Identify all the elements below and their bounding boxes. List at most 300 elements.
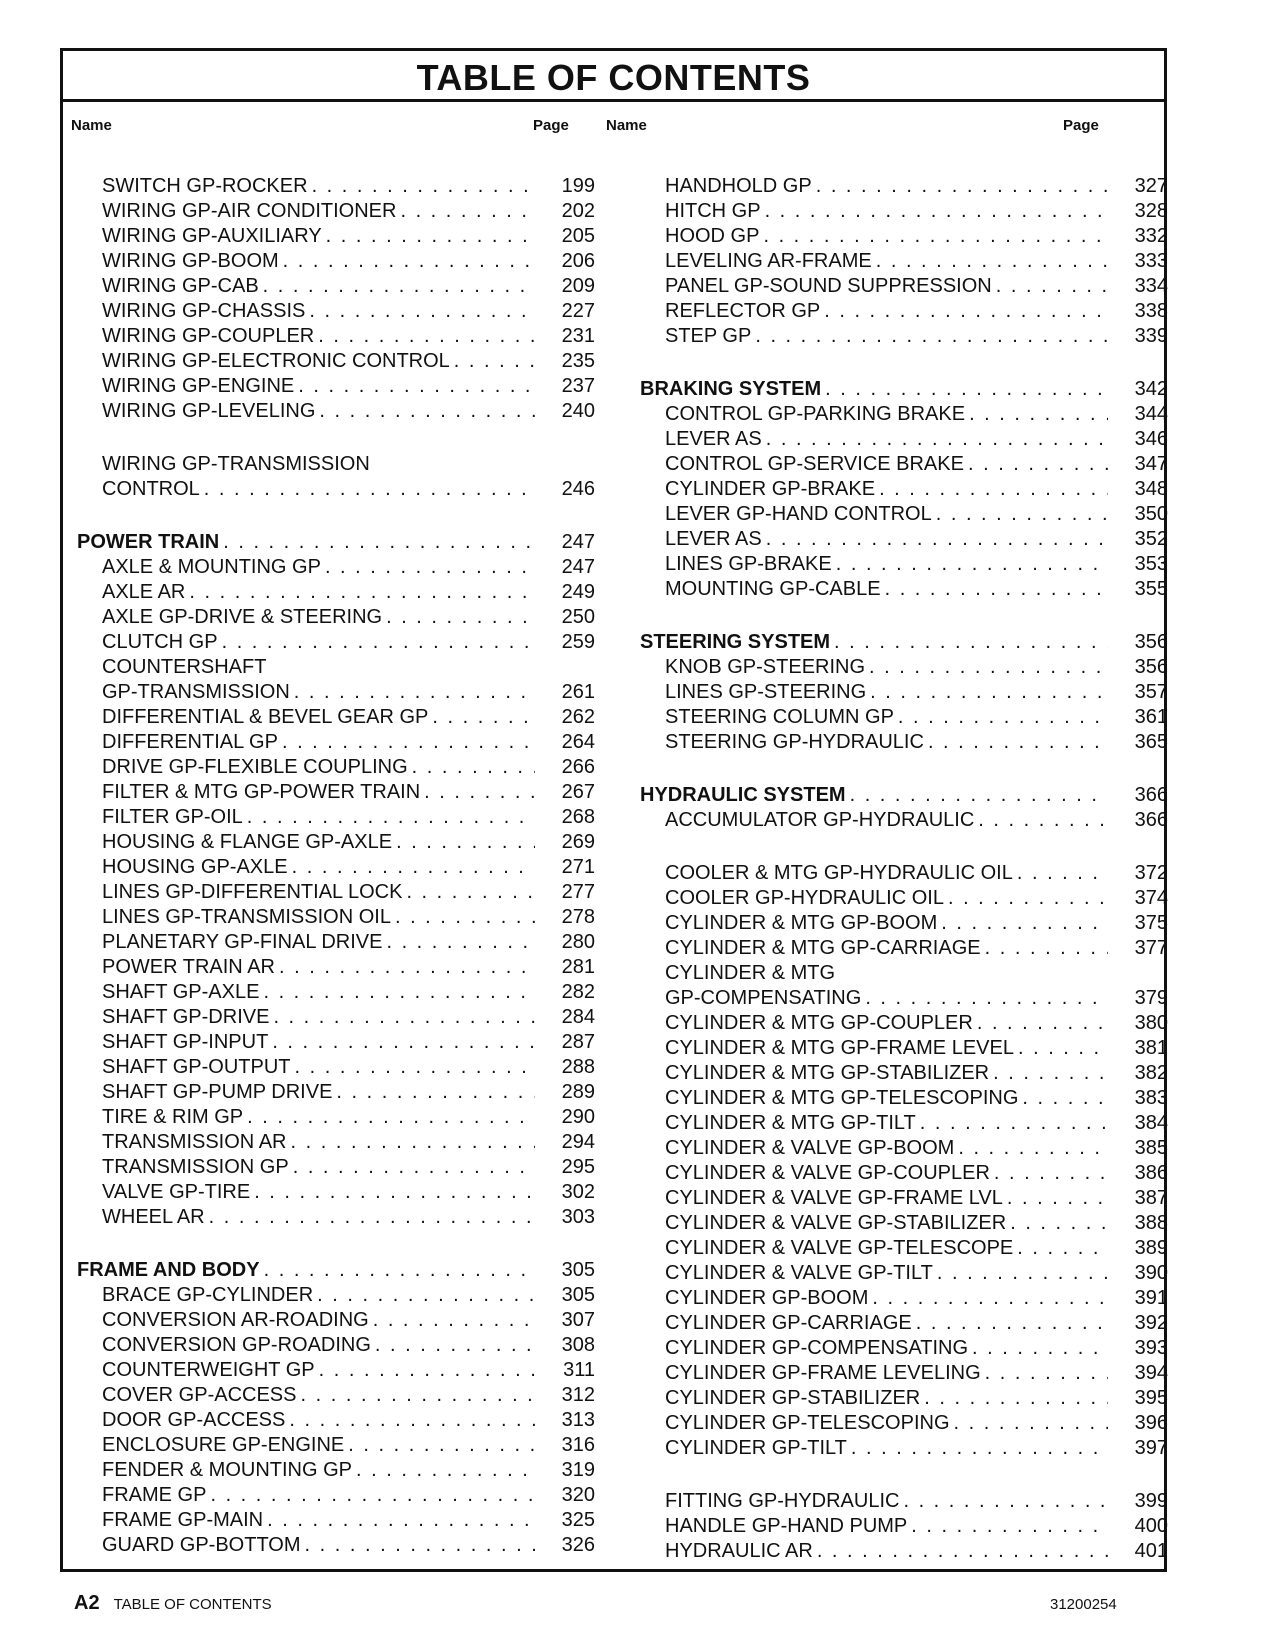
toc-section-heading[interactable]	[640, 783, 1168, 808]
dot-leader	[950, 1411, 1108, 1436]
toc-entry[interactable]	[640, 886, 1168, 911]
dot-leader	[243, 805, 535, 830]
dot-leader	[428, 705, 535, 730]
toc-entry-page: 277	[561, 881, 595, 903]
dot-leader	[321, 555, 535, 580]
toc-left-column	[77, 174, 595, 1558]
toc-entry-page: 237	[561, 375, 595, 397]
toc-entry-page: 355	[1134, 578, 1168, 600]
dot-leader	[812, 174, 1108, 199]
toc-entry[interactable]	[640, 274, 1168, 299]
toc-section-heading[interactable]	[77, 1258, 595, 1283]
toc-entry-page: 357	[1134, 681, 1168, 703]
toc-entry-name: VALVE GP-TIRE	[102, 1181, 251, 1203]
toc-entry-name: CYLINDER GP-BRAKE	[665, 478, 876, 500]
toc-entry-page: 332	[1134, 225, 1168, 247]
toc-entry[interactable]	[640, 1411, 1168, 1436]
toc-entry-name: PANEL GP-SOUND SUPPRESSION	[665, 275, 992, 297]
toc-entry[interactable]	[77, 1408, 595, 1433]
toc-entry-page: 346	[1134, 428, 1168, 450]
toc-entry-page: 325	[561, 1509, 595, 1531]
toc-entry-page: 379	[1134, 987, 1168, 1009]
dot-leader	[332, 1080, 535, 1105]
toc-entry[interactable]	[77, 1105, 595, 1130]
dot-leader	[990, 1161, 1108, 1186]
toc-entry-name: FENDER & MOUNTING GP	[102, 1459, 353, 1481]
toc-entry[interactable]	[77, 1055, 595, 1080]
dot-leader	[286, 1130, 535, 1155]
right-name-header: Name	[606, 117, 647, 134]
toc-entry-page: 399	[1134, 1490, 1168, 1512]
toc-entry[interactable]	[640, 1436, 1168, 1461]
toc-section-heading[interactable]	[77, 530, 595, 555]
dot-leader	[1006, 1211, 1108, 1236]
toc-entry-page: 372	[1134, 862, 1168, 884]
toc-entry-page: 339	[1134, 325, 1168, 347]
dot-leader	[920, 1386, 1108, 1411]
toc-entry-name: SHAFT GP-AXLE	[102, 981, 260, 1003]
dot-leader	[821, 377, 1108, 402]
toc-entry-page: 209	[561, 275, 595, 297]
toc-entry[interactable]	[640, 1086, 1168, 1111]
toc-entry[interactable]	[640, 911, 1168, 936]
dot-leader	[296, 1383, 535, 1408]
toc-entry-page: 305	[561, 1259, 595, 1281]
toc-entry-page: 365	[1134, 731, 1168, 753]
toc-entry-page: 288	[561, 1056, 595, 1078]
toc-entry-page: 393	[1134, 1337, 1168, 1359]
toc-section-heading[interactable]	[640, 630, 1168, 655]
toc-entry-name: SHAFT GP-DRIVE	[102, 1006, 270, 1028]
dot-leader	[305, 299, 535, 324]
toc-entry[interactable]	[640, 680, 1168, 705]
toc-entry-page: 307	[561, 1309, 595, 1331]
dot-leader	[290, 680, 535, 705]
toc-entry-page: 231	[561, 325, 595, 347]
toc-entry[interactable]	[77, 274, 595, 299]
toc-entry[interactable]	[640, 808, 1168, 833]
toc-entry-page: 353	[1134, 553, 1168, 575]
dot-leader	[200, 477, 535, 502]
toc-entry[interactable]	[640, 655, 1168, 680]
dot-leader	[382, 930, 535, 955]
toc-entry-name: MOUNTING GP-CABLE	[665, 578, 881, 600]
dot-leader	[820, 299, 1108, 324]
dot-leader	[408, 755, 535, 780]
toc-entry[interactable]	[77, 580, 595, 605]
toc-entry[interactable]	[640, 1361, 1168, 1386]
toc-entry[interactable]	[77, 452, 595, 477]
toc-entry[interactable]	[640, 1311, 1168, 1336]
toc-entry-name: HOOD GP	[665, 225, 760, 247]
toc-entry[interactable]	[77, 249, 595, 274]
toc-entry[interactable]	[77, 1383, 595, 1408]
toc-entry[interactable]	[640, 199, 1168, 224]
toc-entry[interactable]	[77, 1080, 595, 1105]
dot-leader	[315, 399, 535, 424]
dot-leader	[206, 1483, 535, 1508]
toc-entry-name: DIFFERENTIAL & BEVEL GEAR GP	[102, 706, 429, 728]
dot-leader	[219, 530, 535, 555]
toc-entry-name: LINES GP-TRANSMISSION OIL	[102, 906, 391, 928]
toc-entry-page: 227	[561, 300, 595, 322]
toc-entry[interactable]	[640, 1261, 1168, 1286]
toc-entry-name: POWER TRAIN	[77, 531, 220, 553]
toc-entry-name: CYLINDER GP-COMPENSATING	[665, 1337, 968, 1359]
toc-entry[interactable]	[77, 880, 595, 905]
dot-leader	[813, 1539, 1108, 1564]
toc-entry[interactable]	[640, 402, 1168, 427]
toc-entry-name: CYLINDER & MTG GP-FRAME LEVEL	[665, 1037, 1014, 1059]
footer-section-label: TABLE OF CONTENTS	[113, 1596, 272, 1613]
toc-entry-page: 344	[1134, 403, 1168, 425]
toc-entry[interactable]	[77, 1483, 595, 1508]
toc-entry[interactable]	[640, 861, 1168, 886]
toc-entry[interactable]	[77, 1433, 595, 1458]
dot-leader	[968, 1336, 1108, 1361]
toc-entry-name: SHAFT GP-PUMP DRIVE	[102, 1081, 333, 1103]
toc-entry[interactable]	[640, 577, 1168, 602]
toc-entry-name: COUNTERSHAFT	[102, 656, 267, 678]
dot-leader	[344, 1433, 535, 1458]
toc-entry-page: 395	[1134, 1387, 1168, 1409]
toc-entry-name: STEERING COLUMN GP	[665, 706, 894, 728]
dot-leader	[912, 1311, 1108, 1336]
toc-entry-page: 287	[561, 1031, 595, 1053]
toc-entry-page: 199	[561, 175, 595, 197]
dot-leader	[865, 655, 1108, 680]
toc-entry[interactable]	[640, 936, 1168, 961]
toc-entry[interactable]	[77, 477, 595, 502]
dot-leader	[352, 1458, 535, 1483]
dot-leader	[289, 1155, 535, 1180]
dot-leader	[881, 577, 1108, 602]
toc-entry[interactable]	[77, 855, 595, 880]
toc-entry-name: LINES GP-STEERING	[665, 681, 867, 703]
toc-entry[interactable]	[77, 780, 595, 805]
toc-entry-name: GP-COMPENSATING	[665, 987, 862, 1009]
toc-entry[interactable]	[640, 552, 1168, 577]
toc-entry-name: WIRING GP-CHASSIS	[102, 300, 306, 322]
toc-entry-page: 246	[561, 478, 595, 500]
toc-entry[interactable]	[640, 1489, 1168, 1514]
toc-entry[interactable]	[77, 1308, 595, 1333]
toc-entry-page: 282	[561, 981, 595, 1003]
dot-leader	[954, 1136, 1108, 1161]
toc-entry[interactable]	[640, 299, 1168, 324]
toc-entry-name: WIRING GP-LEVELING	[102, 400, 316, 422]
toc-entry[interactable]	[640, 1236, 1168, 1261]
dot-leader	[973, 1011, 1108, 1036]
toc-entry-name: CYLINDER & MTG GP-STABILIZER	[665, 1062, 990, 1084]
dot-leader	[894, 705, 1108, 730]
toc-entry-page: 385	[1134, 1137, 1168, 1159]
toc-entry-name: LEVER AS	[665, 428, 762, 450]
toc-entry-page: 267	[561, 781, 595, 803]
toc-entry[interactable]	[77, 374, 595, 399]
toc-entry[interactable]	[77, 224, 595, 249]
toc-entry-name: BRAKING SYSTEM	[640, 378, 822, 400]
dot-leader	[263, 1508, 535, 1533]
dot-leader	[899, 1489, 1108, 1514]
right-page-header: Page	[1063, 117, 1099, 134]
toc-entry-page: 278	[561, 906, 595, 928]
dot-leader	[371, 1333, 535, 1358]
toc-entry[interactable]	[640, 1286, 1168, 1311]
toc-entry-page: 342	[1134, 378, 1168, 400]
toc-entry-page: 361	[1134, 706, 1168, 728]
toc-entry-name: CYLINDER & VALVE GP-TILT	[665, 1262, 933, 1284]
toc-entry[interactable]	[640, 224, 1168, 249]
toc-entry[interactable]	[77, 1180, 595, 1205]
toc-entry-name: COOLER & MTG GP-HYDRAULIC OIL	[665, 862, 1013, 884]
toc-entry[interactable]	[77, 1005, 595, 1030]
toc-entry[interactable]	[640, 1336, 1168, 1361]
toc-entry[interactable]	[77, 1130, 595, 1155]
toc-entry-page: 374	[1134, 887, 1168, 909]
toc-entry-name: CONVERSION GP-ROADING	[102, 1334, 371, 1356]
toc-entry-name: CYLINDER & VALVE GP-COUPLER	[665, 1162, 990, 1184]
toc-entry[interactable]	[77, 1333, 595, 1358]
dot-leader	[294, 374, 535, 399]
toc-entry-page: 305	[561, 1284, 595, 1306]
toc-entry-page: 366	[1134, 809, 1168, 831]
dot-leader	[185, 580, 535, 605]
toc-entry-page: 259	[561, 631, 595, 653]
toc-entry-page: 313	[561, 1409, 595, 1431]
toc-entry-name: GUARD GP-BOTTOM	[102, 1534, 301, 1556]
toc-entry-page: 333	[1134, 250, 1168, 272]
toc-entry-page: 302	[561, 1181, 595, 1203]
dot-leader	[933, 1261, 1108, 1286]
dot-leader	[391, 905, 535, 930]
toc-entry-page: 400	[1134, 1515, 1168, 1537]
toc-entry[interactable]	[77, 1533, 595, 1558]
toc-entry-name: FRAME AND BODY	[77, 1259, 260, 1281]
dot-leader	[762, 427, 1108, 452]
dot-leader	[218, 630, 535, 655]
dot-leader	[989, 1061, 1108, 1086]
toc-entry[interactable]	[77, 1508, 595, 1533]
toc-entry[interactable]	[77, 1205, 595, 1230]
toc-entry[interactable]	[640, 961, 1168, 986]
toc-entry[interactable]	[640, 527, 1168, 552]
toc-entry[interactable]	[640, 986, 1168, 1011]
toc-entry-name: STEERING GP-HYDRAULIC	[665, 731, 924, 753]
dot-leader	[924, 730, 1108, 755]
toc-entry-name: WIRING GP-COUPLER	[102, 325, 315, 347]
toc-entry[interactable]	[640, 1539, 1168, 1564]
toc-entry-page: 328	[1134, 200, 1168, 222]
toc-entry[interactable]	[77, 1283, 595, 1308]
toc-entry[interactable]	[77, 399, 595, 424]
dot-leader	[1013, 861, 1108, 886]
toc-entry-name: SWITCH GP-ROCKER	[102, 175, 308, 197]
toc-entry-name: HANDLE GP-HAND PUMP	[665, 1515, 908, 1537]
toc-entry[interactable]	[640, 502, 1168, 527]
toc-entry[interactable]	[77, 1458, 595, 1483]
toc-entry[interactable]	[77, 955, 595, 980]
dot-leader	[260, 1258, 535, 1283]
toc-entry-name: HITCH GP	[665, 200, 761, 222]
toc-entry-page: 240	[561, 400, 595, 422]
toc-entry[interactable]	[77, 630, 595, 655]
dot-leader	[259, 274, 535, 299]
toc-entry-page: 202	[561, 200, 595, 222]
dot-leader	[868, 1286, 1108, 1311]
toc-entry-name: STEP GP	[665, 325, 752, 347]
toc-entry[interactable]	[77, 980, 595, 1005]
toc-entry-page: 377	[1134, 937, 1168, 959]
dot-leader	[932, 502, 1108, 527]
toc-entry-name: CONTROL GP-PARKING BRAKE	[665, 403, 966, 425]
spacer	[77, 424, 595, 452]
toc-entry[interactable]	[640, 1136, 1168, 1161]
dot-leader	[396, 199, 535, 224]
toc-entry[interactable]	[77, 555, 595, 580]
toc-entry[interactable]	[77, 174, 595, 199]
toc-entry-name: CONVERSION AR-ROADING	[102, 1309, 369, 1331]
dot-leader	[269, 1005, 535, 1030]
toc-entry-name: LEVER AS	[665, 528, 762, 550]
toc-entry[interactable]	[77, 805, 595, 830]
toc-entry[interactable]	[77, 605, 595, 630]
toc-entry-name: WIRING GP-BOOM	[102, 250, 279, 272]
toc-entry-page: 320	[561, 1484, 595, 1506]
toc-entry[interactable]	[77, 299, 595, 324]
toc-entry-page: 381	[1134, 1037, 1168, 1059]
toc-entry-page: 326	[561, 1534, 595, 1556]
toc-entry-page: 391	[1134, 1287, 1168, 1309]
toc-entry-page: 327	[1134, 175, 1168, 197]
toc-entry[interactable]	[640, 1386, 1168, 1411]
dot-leader	[291, 1055, 535, 1080]
toc-entry-page: 334	[1134, 275, 1168, 297]
dot-leader	[974, 808, 1108, 833]
toc-entry-name: WIRING GP-TRANSMISSION	[102, 453, 370, 475]
toc-entry[interactable]	[77, 705, 595, 730]
toc-entry[interactable]	[640, 1186, 1168, 1211]
toc-entry[interactable]	[640, 1161, 1168, 1186]
toc-entry[interactable]	[77, 755, 595, 780]
toc-entry-page: 338	[1134, 300, 1168, 322]
dot-leader	[314, 324, 535, 349]
toc-entry[interactable]	[640, 1036, 1168, 1061]
toc-entry-page: 396	[1134, 1412, 1168, 1434]
spacer	[640, 349, 1168, 377]
toc-entry[interactable]	[77, 930, 595, 955]
dot-leader	[992, 274, 1108, 299]
toc-entry-name: CYLINDER GP-FRAME LEVELING	[665, 1362, 981, 1384]
toc-entry[interactable]	[640, 730, 1168, 755]
dot-leader	[450, 349, 535, 374]
toc-entry-page: 205	[561, 225, 595, 247]
toc-entry[interactable]	[77, 324, 595, 349]
toc-entry[interactable]	[77, 1155, 595, 1180]
toc-entry-name: BRACE GP-CYLINDER	[102, 1284, 314, 1306]
dot-leader	[832, 552, 1108, 577]
toc-entry-page: 366	[1134, 784, 1168, 806]
toc-entry-name: LEVELING AR-FRAME	[665, 250, 872, 272]
toc-entry-name: WIRING GP-AUXILIARY	[102, 225, 322, 247]
toc-entry[interactable]	[640, 452, 1168, 477]
toc-entry[interactable]	[77, 905, 595, 930]
toc-entry[interactable]	[640, 705, 1168, 730]
toc-entry-page: 264	[561, 731, 595, 753]
toc-entry[interactable]	[640, 1111, 1168, 1136]
dot-leader	[875, 477, 1108, 502]
toc-entry-page: 380	[1134, 1012, 1168, 1034]
toc-entry-name: HANDHOLD GP	[665, 175, 812, 197]
toc-entry-page: 280	[561, 931, 595, 953]
toc-entry-name: SHAFT GP-OUTPUT	[102, 1056, 291, 1078]
toc-entry[interactable]	[640, 477, 1168, 502]
toc-entry-name: FITTING GP-HYDRAULIC	[665, 1490, 900, 1512]
toc-entry[interactable]	[640, 249, 1168, 274]
toc-entry-name: CLUTCH GP	[102, 631, 218, 653]
toc-entry[interactable]	[640, 427, 1168, 452]
toc-entry-name: FRAME GP	[102, 1484, 207, 1506]
dot-leader	[285, 1408, 535, 1433]
toc-entry[interactable]	[640, 1061, 1168, 1086]
left-name-header: Name	[71, 117, 112, 134]
toc-entry-name: CYLINDER & MTG GP-CARRIAGE	[665, 937, 981, 959]
toc-entry[interactable]	[77, 349, 595, 374]
toc-entry[interactable]	[640, 324, 1168, 349]
toc-entry-name: AXLE & MOUNTING GP	[102, 556, 321, 578]
toc-entry[interactable]	[640, 1011, 1168, 1036]
toc-entry-page: 308	[561, 1334, 595, 1356]
toc-entry-name: TIRE & RIM GP	[102, 1106, 244, 1128]
toc-entry-page: 262	[561, 706, 595, 728]
toc-entry[interactable]	[77, 1358, 595, 1383]
toc-entry-page: 387	[1134, 1187, 1168, 1209]
toc-section-heading[interactable]	[640, 377, 1168, 402]
spacer	[640, 755, 1168, 783]
toc-entry[interactable]	[77, 830, 595, 855]
dot-leader	[866, 680, 1108, 705]
toc-entry[interactable]	[77, 1030, 595, 1055]
toc-entry[interactable]	[640, 174, 1168, 199]
dot-leader	[315, 1358, 535, 1383]
toc-entry-name: ENCLOSURE GP-ENGINE	[102, 1434, 345, 1456]
toc-entry-page: 235	[561, 350, 595, 372]
dot-leader	[268, 1030, 535, 1055]
toc-entry-page: 401	[1134, 1540, 1168, 1562]
toc-entry-page: 319	[561, 1459, 595, 1481]
toc-entry[interactable]	[77, 680, 595, 705]
toc-entry-name: FILTER & MTG GP-POWER TRAIN	[102, 781, 421, 803]
toc-entry[interactable]	[640, 1211, 1168, 1236]
toc-entry-page: 383	[1134, 1087, 1168, 1109]
toc-entry-name: STEERING SYSTEM	[640, 631, 831, 653]
toc-entry-page: 266	[561, 756, 595, 778]
dot-leader	[761, 199, 1108, 224]
toc-entry[interactable]	[77, 199, 595, 224]
toc-entry[interactable]	[77, 655, 595, 680]
toc-entry-page: 303	[561, 1206, 595, 1228]
toc-entry[interactable]	[77, 730, 595, 755]
toc-entry-name: HOUSING GP-AXLE	[102, 856, 288, 878]
toc-entry-page: 392	[1134, 1312, 1168, 1334]
toc-entry-page: 250	[561, 606, 595, 628]
toc-entry-page: 284	[561, 1006, 595, 1028]
toc-entry-page: 347	[1134, 453, 1168, 475]
toc-entry[interactable]	[640, 1514, 1168, 1539]
dot-leader	[308, 174, 535, 199]
toc-entry-name: CYLINDER & VALVE GP-FRAME LVL	[665, 1187, 1003, 1209]
toc-entry-name: CYLINDER & VALVE GP-BOOM	[665, 1137, 955, 1159]
